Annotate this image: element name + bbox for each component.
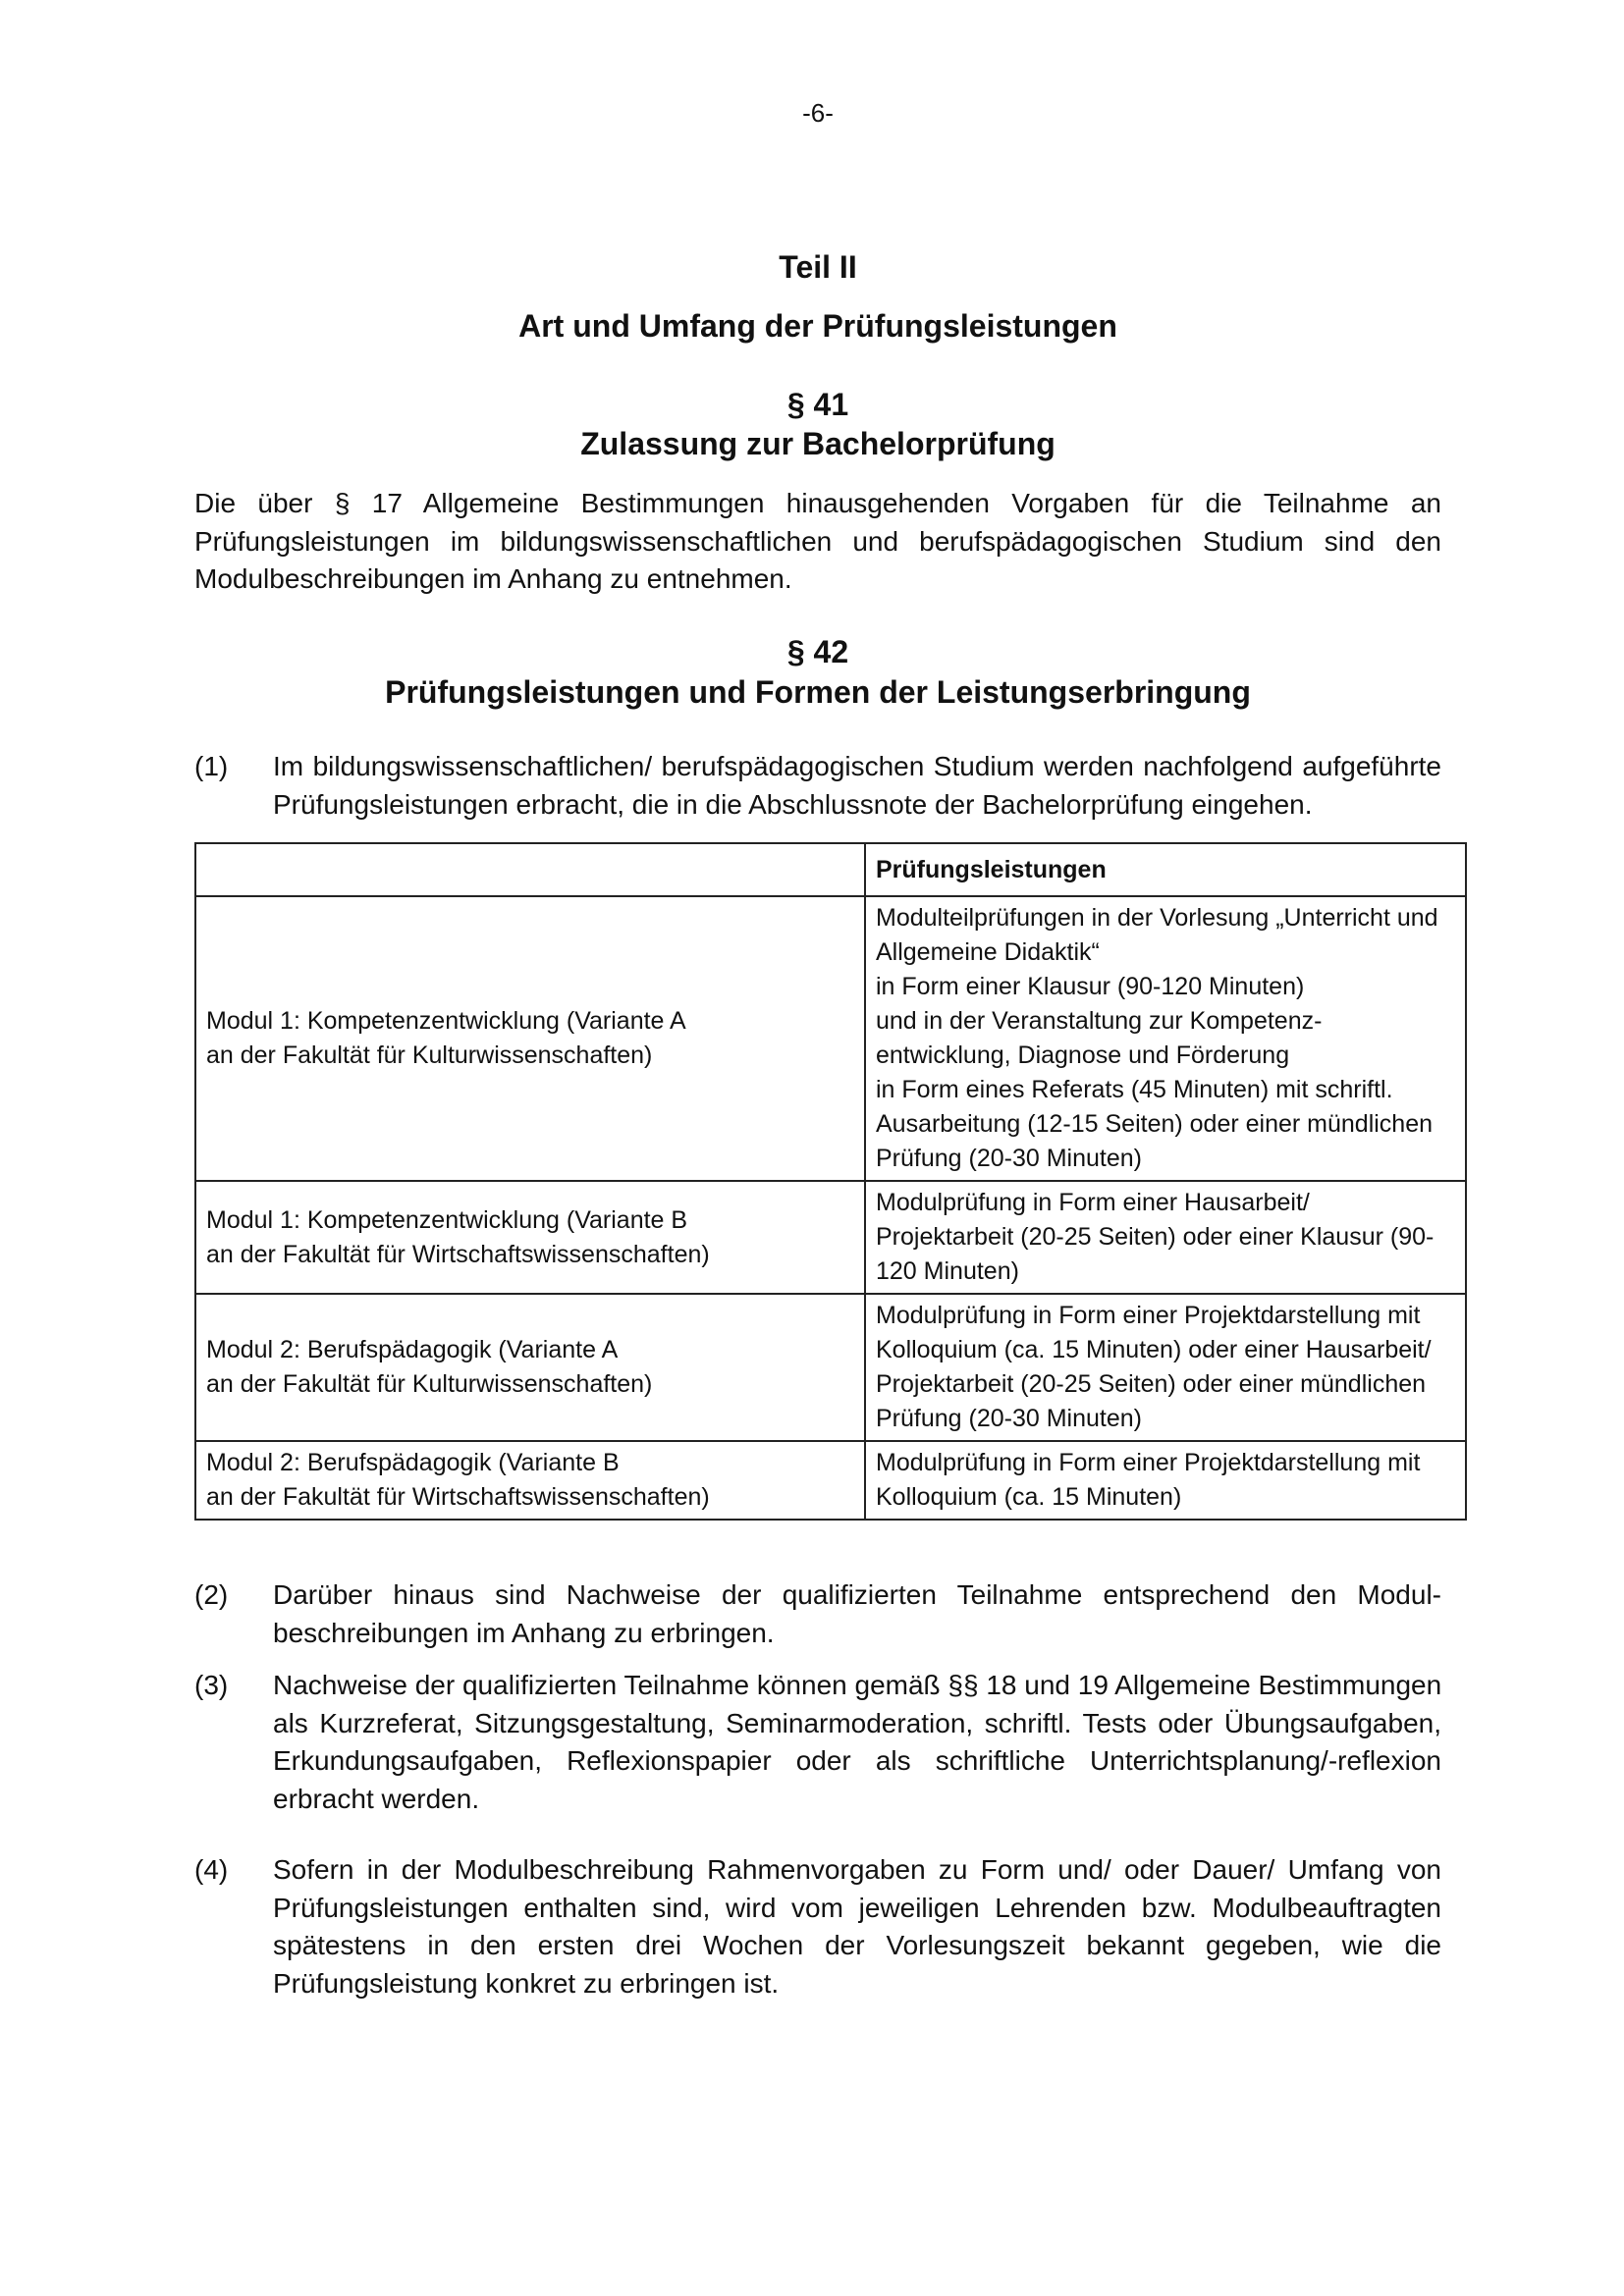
item-body [273, 1576, 1441, 1652]
item-line: als Kurzreferat, Sitzungsgestaltung, Seminarmoderation, schriftl. Tests oder Übungsaufgaben, [273, 1707, 1441, 1738]
cell-line: Ausarbeitung (12-15 Seiten) oder einer mündlichen [876, 1110, 1434, 1138]
cell-line: in Form einer Klausur (90-120 Minuten) [876, 973, 1305, 1000]
page-number: -6- [802, 98, 834, 128]
item-body [273, 748, 1441, 824]
section-42-title: Prüfungsleistungen und Formen der Leistungserbringung [385, 674, 1251, 710]
section-41-number: § 41 [786, 387, 849, 422]
paragraph-line: Die über § 17 Allgemeine Bestimmungen hinausgehenden Vorgaben für die Teilnahme an [194, 488, 1441, 518]
item-line: Prüfungsleistung konkret zu erbringen ist. [273, 1967, 780, 1999]
table-row [195, 1441, 1466, 1520]
cell-line: an der Fakultät für Kulturwissenschaften) [206, 1041, 653, 1069]
table-row [195, 896, 1466, 1181]
exam-cell [865, 1181, 1466, 1294]
module-cell [195, 1181, 865, 1294]
cell-line: Modul 2: Berufspädagogik (Variante B [206, 1449, 620, 1476]
cell-line: Modulprüfung in Form einer Projektdarstellung mit [876, 1449, 1421, 1476]
exam-table [194, 842, 1467, 1521]
cell-line: Modulprüfung in Form einer Hausarbeit/ [876, 1189, 1310, 1216]
cell-line: Projektarbeit (20-25 Seiten) oder einer Klausur (90- [876, 1223, 1435, 1251]
cell-line: Modul 1: Kompetenzentwicklung (Variante B [206, 1205, 688, 1234]
table-header-empty [195, 843, 865, 896]
section-41-paragraph [194, 485, 1441, 599]
item-number: (4) [194, 1854, 229, 1885]
cell-line: Prüfung (20-30 Minuten) [876, 1405, 1142, 1432]
part-title: Teil II [779, 249, 857, 285]
item-body [273, 1667, 1441, 1818]
paragraph-line: Modulbeschreibungen im Anhang zu entnehmen. [194, 563, 792, 594]
cell-line: an der Fakultät für Wirtschaftswissenschaften) [206, 1240, 710, 1268]
cell-line: entwicklung, Diagnose und Förderung [876, 1041, 1290, 1069]
cell-line: Kolloquium (ca. 15 Minuten) [876, 1483, 1182, 1511]
item-line: Im bildungswissenschaftlichen/ berufspädagogischen Studium werden nachfolgend aufgeführte [273, 751, 1441, 781]
table-row [195, 1294, 1466, 1441]
cell-line: an der Fakultät für Wirtschaftswissenschaften) [206, 1483, 710, 1511]
exam-cell [865, 896, 1466, 1181]
item-line: Erkundungsaufgaben, Reflexionspapier oder als schriftliche Unterrichtsplanung/-reflexion [273, 1745, 1441, 1776]
table-header-row [195, 843, 1466, 896]
cell-line: und in der Veranstaltung zur Kompetenz- [876, 1007, 1323, 1035]
section-42-number: § 42 [786, 634, 849, 669]
cell-line: Kolloquium (ca. 15 Minuten) oder einer Hausarbeit/ [876, 1336, 1432, 1363]
module-cell [195, 896, 865, 1181]
exam-cell [865, 1441, 1466, 1520]
item-number: (1) [194, 751, 229, 781]
part-subtitle: Art und Umfang der Prüfungsleistungen [518, 308, 1117, 344]
exam-cell [865, 1294, 1466, 1441]
item-line: beschreibungen im Anhang zu erbringen. [273, 1617, 775, 1648]
paragraph-line: Prüfungsleistungen im bildungswissenschaftlichen und berufspädagogischen Studium sind den [194, 525, 1441, 557]
cell-line: an der Fakultät für Kulturwissenschaften) [206, 1370, 653, 1398]
cell-line: Modulteilprüfungen in der Vorlesung „Unterricht und [876, 904, 1438, 932]
item-line: Darüber hinaus sind Nachweise der qualifizierten Teilnahme entsprechend den Modul- [273, 1579, 1441, 1610]
item-line: Nachweise der qualifizierten Teilnahme können gemäß §§ 18 und 19 Allgemeine Bestimmungen [273, 1670, 1442, 1700]
item-line: Prüfungsleistungen erbracht, die in die Abschlussnote der Bachelorprüfung eingehen. [273, 788, 1313, 820]
cell-line: Prüfung (20-30 Minuten) [876, 1145, 1142, 1172]
module-cell [195, 1441, 865, 1520]
cell-line: Modulprüfung in Form einer Projektdarstellung mit [876, 1302, 1421, 1329]
table-header-exams: Prüfungsleistungen [865, 843, 1466, 896]
cell-line: in Form eines Referats (45 Minuten) mit schriftl. [876, 1076, 1393, 1103]
table-row [195, 1181, 1466, 1294]
item-line: spätestens in den ersten drei Wochen der Vorlesungszeit bekannt gegeben, wie die [273, 1930, 1441, 1960]
cell-line: Modul 2: Berufspädagogik (Variante A [206, 1336, 619, 1363]
cell-line: 120 Minuten) [876, 1257, 1019, 1285]
cell-line: Modul 1: Kompetenzentwicklung (Variante A [206, 1007, 686, 1035]
item-body [273, 1851, 1441, 2002]
item-number: (3) [194, 1670, 229, 1700]
item-line: Sofern in der Modulbeschreibung Rahmenvorgaben zu Form und/ oder Dauer/ Umfang von [273, 1854, 1441, 1885]
cell-line: Allgemeine Didaktik“ [876, 938, 1100, 966]
item-number: (2) [194, 1579, 229, 1610]
section-41-title: Zulassung zur Bachelorprüfung [580, 426, 1056, 461]
module-cell [195, 1294, 865, 1441]
item-line: erbracht werden. [273, 1783, 480, 1814]
item-line: Prüfungsleistungen enthalten sind, wird vom jeweiligen Lehrenden bzw. Modulbeauftragten [273, 1892, 1441, 1923]
cell-line: Projektarbeit (20-25 Seiten) oder einer mündlichen [876, 1370, 1427, 1398]
